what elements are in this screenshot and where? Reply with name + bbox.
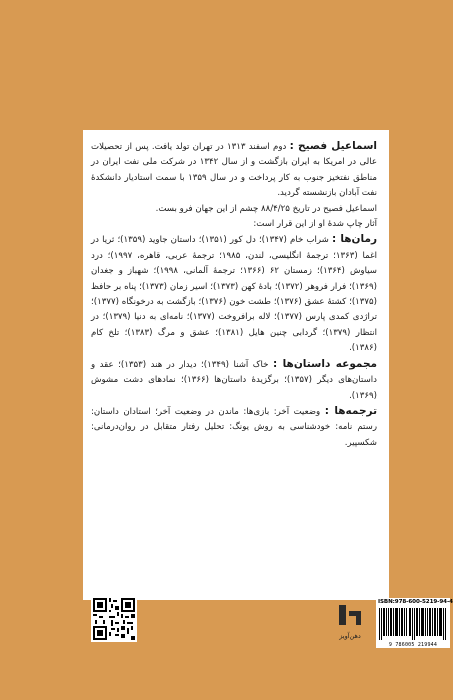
death-note: اسماعیل فصیح در تاریخ ۸۸/۴/۲۵ چشم از این جهان فرو بست. <box>155 203 377 214</box>
novels-heading: رمان‌ها : <box>332 233 377 246</box>
biography-paragraph <box>91 139 377 202</box>
stories-heading: مجموعه داستان‌ها : <box>272 357 378 370</box>
publisher-logo <box>333 603 367 640</box>
works-intro: آثار چاپ شدهٔ او از این قرار است: <box>253 219 377 230</box>
publisher-name: دهن‌آویز <box>339 632 361 640</box>
isbn-label: ISBN:978-600-5219-94-4 <box>378 599 453 605</box>
biography-text: دوم اسفند ۱۳۱۳ در تهران تولد یافت. پس از تحصیلات عالی در امریکا به ایران بازگشت و از سال ۱۳۴۲ در شرکت ملی نفت ایران در مناطق نفتخیز جنوب به کار پرداخت و در سال ۱۳۵۹ با سمت استادیار دانشکدهٔ نفت آبادان بازنشسته گردید. <box>91 142 378 199</box>
publisher-mark-icon <box>337 603 363 627</box>
isbn-barcode-box <box>376 598 453 648</box>
novels-list: شراب خام (۱۳۴۷)؛ دل کور (۱۳۵۱)؛ داستان جاوید (۱۳۵۹)؛ ثریا در اغما (۱۳۶۳؛ ترجمهٔ انگلیسی، لندن، ۱۹۸۵؛ ترجمهٔ عربی، قاهره، ۱۹۹۷)؛ درد سیاوش (۱۳۶۴)؛ زمستان ۶۲ (۱۳۶۶؛ ترجمهٔ آلمانی، ۱۹۹۸)؛ شهباز و جغدان (۱۳۶۹)؛ فرار فروهر (۱۳۷۲)؛ بادهٔ کهن (۱۳۷۳)؛ اسیر زمان (۱۳۷۳)؛ پناه بر حافظ (۱۳۷۵)؛ کشتهٔ عشق (۱۳۷۶)؛ طشت خون (۱۳۷۶)؛ بازگشت به درخونگاه (۱۳۷۷)؛ تراژدی کمدی پارس (۱۳۷۷)؛ لاله برافروخت (۱۳۷۷)؛ نامه‌ای به دنیا (۱۳۷۹)؛ در انتظار (۱۳۷۹)؛ گردابی چنین هایل (۱۳۸۱)؛ عشق و مرگ (۱۳۸۳)؛ تلخ کام (۱۳۸۶). <box>91 235 377 354</box>
translations-list: وضعیت آخر: بازی‌ها: ماندن در وضعیت آخر؛ استادان داستان: رستم نامه: خودشناسی به روش یونگ: تحلیل رفتار متقابل در روان‌درمانی: شکسپیر. <box>91 406 377 448</box>
translations-section <box>91 404 377 451</box>
stories-list: خاک آشنا (۱۳۴۹)؛ دیدار در هند (۱۳۵۳)؛ عقد و داستان‌های دیگر (۱۳۵۷)؛ برگزیدهٔ داستان‌ها (۱۳۶۶)؛ نمادهای دشت مشوش (۱۳۶۹). <box>91 359 377 401</box>
back-cover-text-panel <box>83 130 389 600</box>
qr-code <box>91 596 137 642</box>
author-name: اسماعیل فصیح : <box>289 140 378 152</box>
novels-section <box>91 232 377 356</box>
barcode <box>379 608 447 640</box>
translations-heading: ترجمه‌ها : <box>324 404 378 417</box>
barcode-digits: 9 786005 219944 <box>388 642 438 648</box>
stories-section <box>91 357 377 404</box>
